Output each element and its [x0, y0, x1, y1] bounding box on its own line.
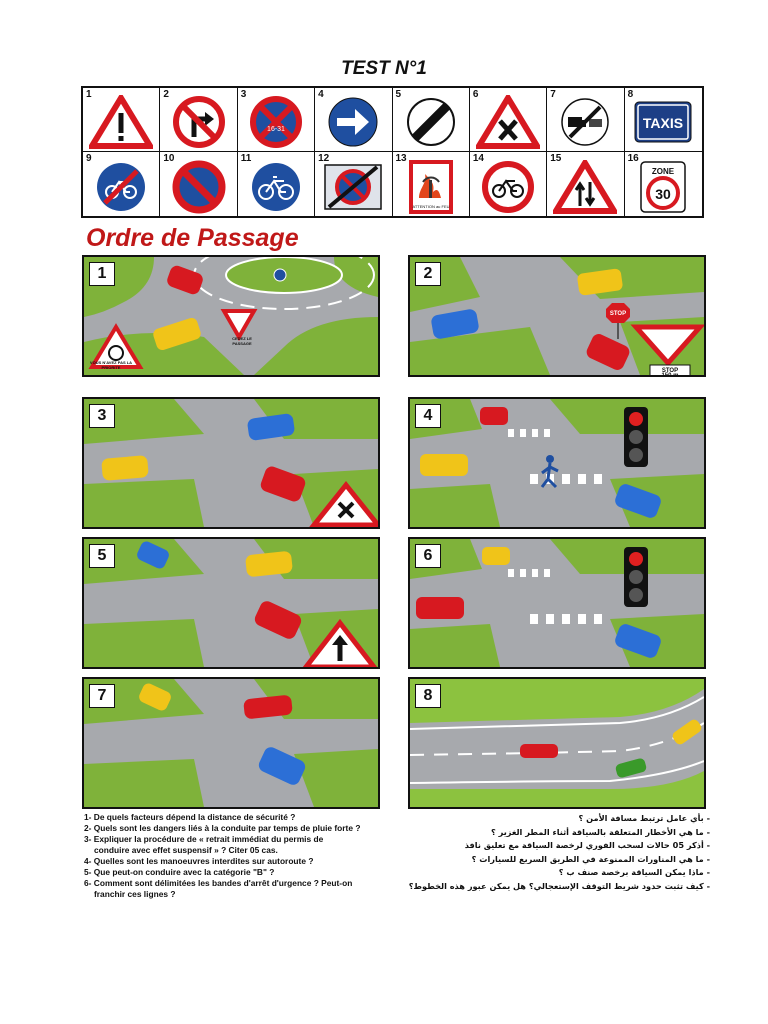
sign-number: 9: [86, 153, 92, 164]
scene-6: [408, 537, 706, 669]
sign-cell: [393, 88, 470, 152]
no-bicycles-icon: [481, 160, 535, 214]
question: 2- Quels sont les dangers liés à la conduite par temps de pluie forte ?: [84, 823, 361, 833]
end-of-restrictions-icon: [404, 95, 458, 149]
scene-number: 5: [89, 544, 115, 568]
sign-cell: [625, 88, 702, 152]
scene-number: 8: [415, 684, 441, 708]
sign-cell: [393, 152, 470, 216]
question: 4- Quelles sont les manoeuvres interdites sur autoroute ?: [84, 856, 314, 866]
sign-number: 2: [163, 89, 169, 100]
danger-warning-icon: [89, 95, 153, 149]
sign-cell: [83, 88, 160, 152]
sign-number: 6: [472, 89, 479, 100]
question: 1- De quels facteurs dépend la distance de sécurité ?: [84, 812, 296, 822]
sign-label: 30: [655, 185, 672, 202]
sign-number: 14: [472, 153, 484, 164]
end-of-cycle-path-icon: [94, 160, 148, 214]
stop-sign-label: STOP: [609, 311, 627, 317]
cycle-path-icon: [249, 160, 303, 214]
scene-number: 4: [415, 404, 441, 428]
question: 5- Que peut-on conduire avec la catégorie "B" ?: [84, 867, 275, 877]
intersection-priority-right-icon: [476, 95, 540, 149]
question-continuation: conduire avec effet suspensif » ? Citer 05 cas.: [94, 845, 278, 855]
scene-7: [82, 677, 380, 809]
mandatory-right-arrow-icon: [326, 95, 380, 149]
page-title: TEST N°1: [341, 58, 427, 79]
scene-number: 7: [89, 684, 115, 708]
sign-cell: [83, 152, 160, 216]
sign-label: 16-31: [266, 126, 285, 134]
sign-label-top: ZONE: [652, 166, 675, 176]
scene-4: [408, 397, 706, 529]
sign-number: 3: [240, 89, 247, 100]
questions-arabic: [408, 812, 710, 894]
no-parking-period-icon: [249, 95, 303, 149]
no-stopping-icon: [172, 160, 226, 214]
sign-cell: [470, 88, 547, 152]
section-title: Ordre de Passage: [86, 224, 299, 252]
question: 3- Expliquer la procédure de « retrait immédiat du permis de: [84, 834, 324, 844]
sign-cell: [160, 152, 237, 216]
sign-cell: [547, 88, 624, 152]
question-ar: - ماذا يمكن السياقة برخصة صنف ب ؟: [558, 867, 710, 878]
sign-number: 7: [550, 89, 556, 100]
scene-1-sign2-text: CEDEZ LE PASSAGE: [232, 336, 252, 346]
distance-sign-label: STOP: [661, 368, 679, 374]
taxi-stand-icon: [633, 100, 693, 144]
sign-number: 4: [318, 89, 324, 100]
question-ar: - ما هي الأخطار المتعلقة بالسياقة أثناء المطر الغزير ؟: [491, 826, 710, 837]
zone-30-icon: [639, 160, 687, 214]
sign-cell: [315, 152, 392, 216]
question-ar: - ما هي المناورات الممنوعة في الطريق السريع للسيارات ؟: [471, 853, 710, 864]
sign-cell: [547, 152, 624, 216]
scene-3: [82, 397, 380, 529]
no-right-turn-icon: [172, 95, 226, 149]
sign-number: 16: [627, 153, 639, 164]
scene-number: 2: [415, 262, 441, 286]
end-of-parking-zone-icon: [323, 163, 383, 211]
sign-number: 12: [318, 153, 330, 164]
sign-number: 8: [627, 89, 634, 100]
question-ar: - بأي عامل ترتبط مسافة الأمن ؟: [578, 813, 710, 823]
scene-1-sign-text: VOUS N'AVEZ PAS LA PRIORITE: [89, 360, 133, 370]
two-way-traffic-icon: [553, 160, 617, 214]
question-ar: - أذكر 05 حالات لسحب الفوري لرخصة السياقة مع تعليق نافذ: [464, 840, 710, 851]
question-continuation: franchir ces lignes ?: [94, 889, 176, 899]
sign-cell: [160, 88, 237, 152]
scene-1: [82, 255, 380, 377]
sign-cell: [625, 152, 702, 216]
sign-number: 10: [163, 153, 175, 164]
end-of-no-overtaking-trucks-icon: [558, 95, 612, 149]
scene-8: [408, 677, 706, 809]
sign-label: ATTENTION au FEU: [412, 203, 450, 209]
sign-number: 5: [395, 89, 402, 100]
sign-cell: [470, 152, 547, 216]
scene-number: 6: [415, 544, 441, 568]
scene-2: [408, 255, 706, 377]
questions-french: [84, 812, 396, 900]
scene-number: 1: [89, 262, 115, 286]
question: 6- Comment sont délimitées les bandes d'arrêt d'urgence ? Peut-on: [84, 878, 353, 888]
question-ar: - كيف تثبت حدود شريط التوقف الإستعجالي؟ هل يمكن عبور هذه الخطوط؟: [408, 880, 710, 891]
sign-number: 15: [550, 153, 562, 164]
sign-cell: [238, 88, 315, 152]
sign-cell: [315, 88, 392, 152]
sign-number: 1: [86, 89, 92, 100]
fire-danger-icon: [409, 160, 453, 214]
distance-sign-value: 150 m: [661, 373, 679, 379]
sign-number: 13: [395, 153, 407, 164]
scene-5: [82, 537, 380, 669]
sign-label: TAXIS: [643, 115, 684, 132]
sign-grid: [81, 86, 704, 218]
sign-cell: [238, 152, 315, 216]
scene-number: 3: [89, 404, 115, 428]
sign-number: 11: [240, 153, 252, 164]
